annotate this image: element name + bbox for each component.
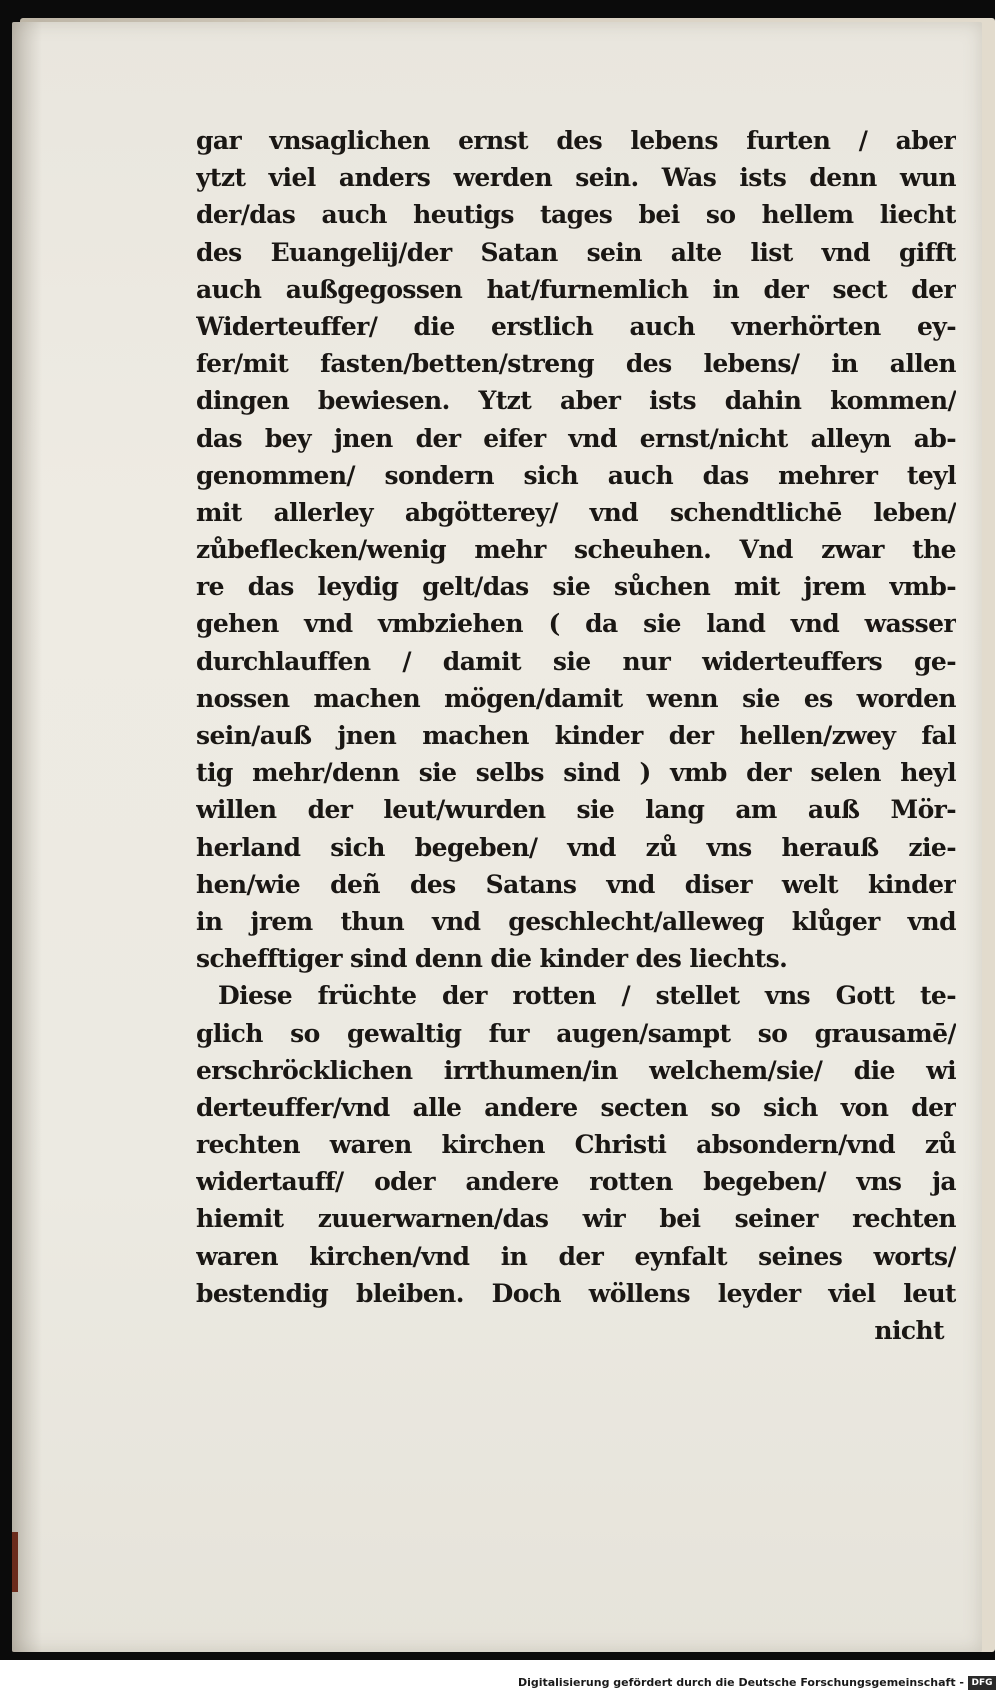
text-line: genommen/ sondern sich auch das mehrer teyl bbox=[196, 460, 956, 490]
text-line: nossen machen mögen/damit wenn sie es worden bbox=[196, 683, 956, 713]
text-line: waren kirchen/vnd in der eynfalt seines worts/ bbox=[196, 1241, 956, 1271]
text-line: schefftiger sind denn die kinder des liechts. bbox=[196, 944, 788, 974]
text-line: zůbeflecken/wenig mehr scheuhen. Vnd zwar the bbox=[196, 535, 956, 565]
text-line: gehen vnd vmbziehen ( da sie land vnd wasser bbox=[196, 609, 956, 639]
text-line: in jrem thun vnd geschlecht/alleweg klůger vnd bbox=[196, 906, 956, 936]
text-line: glich so gewaltig fur augen/sampt so grausamē/ bbox=[196, 1018, 956, 1048]
text-line: ytzt viel anders werden sein. Was ists denn wun bbox=[196, 163, 956, 193]
text-line: der/das auch heutigs tages bei so hellem liecht bbox=[196, 200, 956, 230]
text-line: bestendig bleiben. Doch wöllens leyder viel leut bbox=[196, 1278, 956, 1308]
text-line: erschröcklichen irrthumen/in welchem/sie/ die wi bbox=[196, 1055, 956, 1085]
text-line: re das leydig gelt/das sie sůchen mit jrem vmb- bbox=[196, 572, 956, 602]
text-line: durchlauffen / damit sie nur widerteuffers ge- bbox=[196, 646, 956, 676]
dfg-logo: DFG bbox=[968, 1676, 996, 1690]
body-text bbox=[196, 122, 956, 1349]
text-line: gar vnsaglichen ernst des lebens furten / aber bbox=[196, 126, 956, 155]
text-line: tig mehr/denn sie selbs sind ) vmb der selen heyl bbox=[196, 758, 956, 788]
text-line: Widerteuffer/ die erstlich auch vnerhörten ey- bbox=[196, 311, 956, 341]
text-line: rechten waren kirchen Christi absondern/vnd zů bbox=[196, 1130, 956, 1160]
text-line: Diese früchte der rotten / stellet vns Gott te- bbox=[218, 981, 956, 1011]
text-line: fer/mit fasten/betten/streng des lebens/ in allen bbox=[196, 349, 956, 379]
text-line: dingen bewiesen. Ytzt aber ists dahin kommen/ bbox=[196, 386, 956, 416]
text-line: derteuffer/vnd alle andere secten so sich von der bbox=[196, 1092, 956, 1122]
gutter-shadow bbox=[12, 22, 42, 1652]
footer-bar bbox=[0, 1672, 1000, 1695]
text-line: mit allerley abgötterey/ vnd schendtlichē leben/ bbox=[196, 497, 956, 527]
text-line: auch außgegossen hat/furnemlich in der sect der bbox=[196, 274, 956, 304]
text-line: des Euangelij/der Satan sein alte list vnd gifft bbox=[196, 237, 956, 267]
binding-mark bbox=[12, 1532, 18, 1592]
text-line: willen der leut/wurden sie lang am auß Mör- bbox=[196, 795, 956, 825]
text-line: hen/wie deñ des Satans vnd diser welt kinder bbox=[196, 869, 956, 899]
catchword: nicht bbox=[874, 1316, 944, 1345]
text-line: sein/auß jnen machen kinder der hellen/zwey fal bbox=[196, 721, 956, 750]
funding-credit: Digitalisierung gefördert durch die Deutsche Forschungsgemeinschaft - bbox=[517, 1676, 964, 1689]
text-line: hiemit zuuerwarnen/das wir bei seiner rechten bbox=[196, 1204, 956, 1234]
text-line: das bey jnen der eifer vnd ernst/nicht alleyn ab- bbox=[196, 423, 956, 453]
text-line: herland sich begeben/ vnd zů vns herauß zie- bbox=[196, 832, 956, 862]
text-line: widertauff/ oder andere rotten begeben/ vns ja bbox=[196, 1167, 956, 1197]
